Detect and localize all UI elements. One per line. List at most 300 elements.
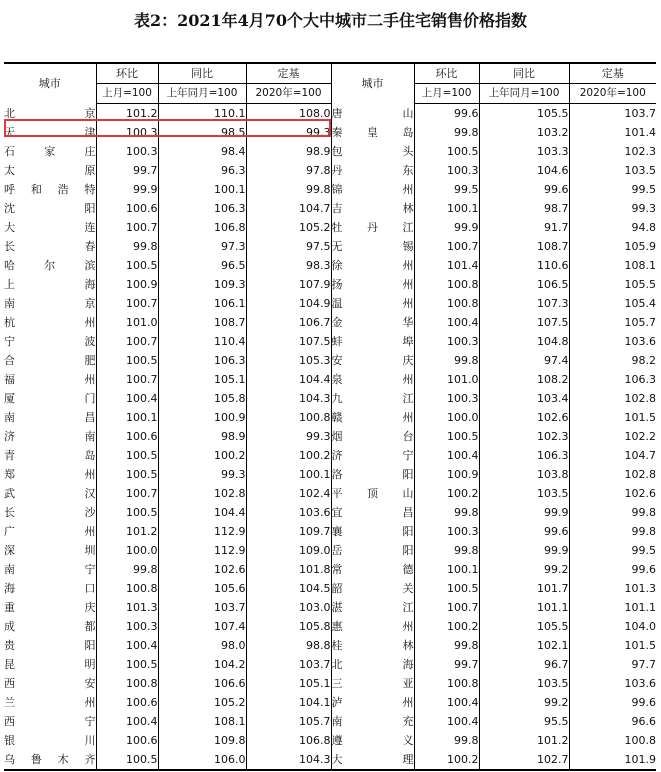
subheader-fixed-right: 2020年=100 xyxy=(569,84,656,104)
fixed-value-left: 109.0 xyxy=(246,541,331,560)
city-name-right: 桂林 xyxy=(331,636,414,655)
city-name-right: 烟台 xyxy=(331,427,414,446)
yoy-value-left: 99.3 xyxy=(158,465,246,484)
fixed-value-right: 101.3 xyxy=(569,579,656,598)
fixed-value-right: 106.3 xyxy=(569,370,656,389)
mom-value-left: 100.6 xyxy=(96,731,158,750)
yoy-value-right: 110.6 xyxy=(479,256,569,275)
fixed-value-left: 106.8 xyxy=(246,731,331,750)
table-row xyxy=(4,313,656,332)
table-row xyxy=(4,104,656,124)
yoy-value-left: 104.4 xyxy=(158,503,246,522)
mom-value-left: 100.4 xyxy=(96,389,158,408)
table-row xyxy=(4,256,656,275)
table-row xyxy=(4,218,656,237)
city-name-right: 丹东 xyxy=(331,161,414,180)
city-name-right: 吉林 xyxy=(331,199,414,218)
mom-value-right: 99.8 xyxy=(414,351,479,370)
header-fixed-right: 定基 xyxy=(569,63,656,84)
mom-value-left: 100.4 xyxy=(96,712,158,731)
fixed-value-right: 105.7 xyxy=(569,313,656,332)
mom-value-left: 100.7 xyxy=(96,484,158,503)
fixed-value-left: 106.7 xyxy=(246,313,331,332)
mom-value-right: 100.5 xyxy=(414,427,479,446)
mom-value-left: 100.7 xyxy=(96,218,158,237)
mom-value-right: 100.3 xyxy=(414,332,479,351)
fixed-value-left: 108.0 xyxy=(246,104,331,124)
city-name-left: 南京 xyxy=(4,297,96,310)
yoy-value-left: 98.0 xyxy=(158,636,246,655)
fixed-value-right: 99.5 xyxy=(569,541,656,560)
fixed-value-right: 101.5 xyxy=(569,408,656,427)
mom-value-right: 100.5 xyxy=(414,142,479,161)
city-name-left: 厦门 xyxy=(4,392,96,405)
fixed-value-left: 104.7 xyxy=(246,199,331,218)
fixed-value-left: 104.3 xyxy=(246,750,331,770)
yoy-value-right: 103.4 xyxy=(479,389,569,408)
yoy-value-left: 108.1 xyxy=(158,712,246,731)
mom-value-right: 99.8 xyxy=(414,731,479,750)
city-name-right: 牡丹江 xyxy=(331,218,414,237)
city-name-left: 银川 xyxy=(4,734,96,747)
yoy-value-left: 105.8 xyxy=(158,389,246,408)
subheader-fixed-left: 2020年=100 xyxy=(246,84,331,104)
subheader-yoy-right: 上年同月=100 xyxy=(479,84,569,104)
yoy-value-left: 102.8 xyxy=(158,484,246,503)
mom-value-right: 100.1 xyxy=(414,560,479,579)
yoy-value-left: 100.1 xyxy=(158,180,246,199)
header-mom-right: 环比 xyxy=(414,63,479,84)
city-name-left: 哈尔滨 xyxy=(4,259,96,272)
table-row xyxy=(4,598,656,617)
city-name-left: 南昌 xyxy=(4,411,96,424)
yoy-value-right: 105.5 xyxy=(479,104,569,124)
table-row xyxy=(4,275,656,294)
mom-value-right: 100.7 xyxy=(414,598,479,617)
mom-value-right: 100.4 xyxy=(414,313,479,332)
yoy-value-left: 98.5 xyxy=(158,123,246,142)
yoy-value-right: 105.5 xyxy=(479,617,569,636)
yoy-value-left: 105.1 xyxy=(158,370,246,389)
yoy-value-left: 106.3 xyxy=(158,351,246,370)
subheader-mom-right: 上月=100 xyxy=(414,84,479,104)
yoy-value-right: 108.7 xyxy=(479,237,569,256)
yoy-value-right: 102.3 xyxy=(479,427,569,446)
mom-value-right: 99.8 xyxy=(414,123,479,142)
city-name-right: 无锡 xyxy=(331,237,414,256)
city-name-left: 昆明 xyxy=(4,658,96,671)
mom-value-right: 100.3 xyxy=(414,522,479,541)
fixed-value-left: 105.8 xyxy=(246,617,331,636)
fixed-value-right: 99.5 xyxy=(569,180,656,199)
city-name-right: 三亚 xyxy=(331,674,414,693)
yoy-value-right: 91.7 xyxy=(479,218,569,237)
header-yoy-right: 同比 xyxy=(479,63,569,84)
mom-value-left: 100.6 xyxy=(96,427,158,446)
city-name-left: 广州 xyxy=(4,525,96,538)
mom-value-right: 100.4 xyxy=(414,693,479,712)
subheader-yoy-left: 上年同月=100 xyxy=(158,84,246,104)
header-yoy-left: 同比 xyxy=(158,63,246,84)
city-name-right: 秦皇岛 xyxy=(331,123,414,142)
yoy-value-right: 106.5 xyxy=(479,275,569,294)
yoy-value-left: 112.9 xyxy=(158,522,246,541)
yoy-value-left: 106.1 xyxy=(158,294,246,313)
city-name-right: 北海 xyxy=(331,655,414,674)
city-name-right: 韶关 xyxy=(331,579,414,598)
yoy-value-left: 96.5 xyxy=(158,256,246,275)
yoy-value-left: 109.3 xyxy=(158,275,246,294)
city-name-right: 遵义 xyxy=(331,731,414,750)
fixed-value-left: 99.8 xyxy=(246,180,331,199)
fixed-value-right: 105.5 xyxy=(569,275,656,294)
fixed-value-right: 102.2 xyxy=(569,427,656,446)
table-row xyxy=(4,579,656,598)
header-city-right: 城市 xyxy=(331,63,414,104)
city-name-left: 呼和浩特 xyxy=(4,183,96,196)
mom-value-left: 99.9 xyxy=(96,180,158,199)
city-name-left: 长春 xyxy=(4,240,96,253)
mom-value-right: 99.8 xyxy=(414,503,479,522)
mom-value-left: 99.8 xyxy=(96,237,158,256)
city-name-left: 贵阳 xyxy=(4,639,96,652)
city-name-left: 重庆 xyxy=(4,601,96,614)
yoy-value-right: 99.6 xyxy=(479,180,569,199)
yoy-value-left: 105.6 xyxy=(158,579,246,598)
fixed-value-right: 101.5 xyxy=(569,636,656,655)
city-name-left: 青岛 xyxy=(4,449,96,462)
city-name-right: 襄阳 xyxy=(331,522,414,541)
table-row xyxy=(4,123,656,142)
table-row xyxy=(4,617,656,636)
fixed-value-left: 105.2 xyxy=(246,218,331,237)
yoy-value-right: 101.1 xyxy=(479,598,569,617)
yoy-value-right: 103.8 xyxy=(479,465,569,484)
fixed-value-right: 104.7 xyxy=(569,446,656,465)
city-name-right: 常德 xyxy=(331,560,414,579)
yoy-value-right: 107.5 xyxy=(479,313,569,332)
yoy-value-right: 99.2 xyxy=(479,560,569,579)
table-row xyxy=(4,294,656,313)
yoy-value-left: 105.2 xyxy=(158,693,246,712)
fixed-value-right: 99.6 xyxy=(569,693,656,712)
mom-value-right: 100.2 xyxy=(414,750,479,770)
yoy-value-left: 110.4 xyxy=(158,332,246,351)
mom-value-right: 100.0 xyxy=(414,408,479,427)
city-name-left: 天津 xyxy=(4,126,96,139)
mom-value-right: 101.0 xyxy=(414,370,479,389)
table-row xyxy=(4,370,656,389)
fixed-value-right: 101.4 xyxy=(569,123,656,142)
yoy-value-right: 96.7 xyxy=(479,655,569,674)
yoy-value-right: 107.3 xyxy=(479,294,569,313)
city-name-left: 成都 xyxy=(4,620,96,633)
mom-value-right: 99.7 xyxy=(414,655,479,674)
yoy-value-left: 112.9 xyxy=(158,541,246,560)
fixed-value-right: 99.6 xyxy=(569,560,656,579)
mom-value-left: 100.5 xyxy=(96,351,158,370)
table-row xyxy=(4,731,656,750)
mom-value-left: 101.2 xyxy=(96,104,158,124)
mom-value-right: 100.2 xyxy=(414,617,479,636)
mom-value-left: 101.3 xyxy=(96,598,158,617)
city-name-right: 温州 xyxy=(331,294,414,313)
fixed-value-right: 101.9 xyxy=(569,750,656,770)
yoy-value-right: 104.6 xyxy=(479,161,569,180)
yoy-value-right: 99.9 xyxy=(479,541,569,560)
fixed-value-right: 103.5 xyxy=(569,161,656,180)
yoy-value-left: 104.2 xyxy=(158,655,246,674)
city-name-right: 洛阳 xyxy=(331,465,414,484)
city-name-left: 南宁 xyxy=(4,563,96,576)
yoy-value-right: 95.5 xyxy=(479,712,569,731)
fixed-value-right: 103.6 xyxy=(569,674,656,693)
yoy-value-right: 97.4 xyxy=(479,351,569,370)
yoy-value-left: 98.9 xyxy=(158,427,246,446)
table-row xyxy=(4,693,656,712)
fixed-value-left: 104.3 xyxy=(246,389,331,408)
yoy-value-left: 109.8 xyxy=(158,731,246,750)
table-row xyxy=(4,427,656,446)
fixed-value-left: 105.3 xyxy=(246,351,331,370)
city-name-left: 大连 xyxy=(4,221,96,234)
city-name-left: 上海 xyxy=(4,278,96,291)
fixed-value-right: 105.4 xyxy=(569,294,656,313)
fixed-value-right: 100.8 xyxy=(569,731,656,750)
city-name-left: 杭州 xyxy=(4,316,96,329)
city-name-left: 济南 xyxy=(4,430,96,443)
table-row xyxy=(4,522,656,541)
city-name-left: 长沙 xyxy=(4,506,96,519)
fixed-value-left: 105.1 xyxy=(246,674,331,693)
city-name-right: 岳阳 xyxy=(331,541,414,560)
fixed-value-right: 97.7 xyxy=(569,655,656,674)
yoy-value-right: 99.6 xyxy=(479,522,569,541)
mom-value-right: 99.8 xyxy=(414,636,479,655)
city-name-right: 湛江 xyxy=(331,598,414,617)
city-name-right: 扬州 xyxy=(331,275,414,294)
fixed-value-right: 98.2 xyxy=(569,351,656,370)
city-name-right: 蚌埠 xyxy=(331,332,414,351)
city-name-left: 深圳 xyxy=(4,544,96,557)
yoy-value-right: 102.7 xyxy=(479,750,569,770)
fixed-value-right: 105.9 xyxy=(569,237,656,256)
mom-value-right: 100.4 xyxy=(414,446,479,465)
mom-value-left: 100.5 xyxy=(96,750,158,770)
mom-value-left: 100.1 xyxy=(96,408,158,427)
mom-value-left: 101.0 xyxy=(96,313,158,332)
fixed-value-left: 100.2 xyxy=(246,446,331,465)
city-name-left: 兰州 xyxy=(4,696,96,709)
table-row xyxy=(4,332,656,351)
table-row xyxy=(4,636,656,655)
yoy-value-left: 100.2 xyxy=(158,446,246,465)
city-name-right: 泸州 xyxy=(331,693,414,712)
table-row xyxy=(4,484,656,503)
mom-value-left: 100.5 xyxy=(96,465,158,484)
yoy-value-left: 108.7 xyxy=(158,313,246,332)
city-name-left: 北京 xyxy=(4,106,96,120)
mom-value-right: 101.4 xyxy=(414,256,479,275)
yoy-value-right: 103.5 xyxy=(479,674,569,693)
fixed-value-right: 108.1 xyxy=(569,256,656,275)
mom-value-right: 99.9 xyxy=(414,218,479,237)
mom-value-right: 99.5 xyxy=(414,180,479,199)
city-name-right: 安庆 xyxy=(331,351,414,370)
mom-value-left: 100.6 xyxy=(96,199,158,218)
fixed-value-left: 98.3 xyxy=(246,256,331,275)
mom-value-right: 100.3 xyxy=(414,389,479,408)
mom-value-right: 99.8 xyxy=(414,541,479,560)
city-name-left: 郑州 xyxy=(4,468,96,481)
yoy-value-left: 106.6 xyxy=(158,674,246,693)
yoy-value-left: 100.9 xyxy=(158,408,246,427)
city-name-right: 徐州 xyxy=(331,256,414,275)
mom-value-left: 100.5 xyxy=(96,256,158,275)
fixed-value-left: 103.6 xyxy=(246,503,331,522)
city-name-right: 南充 xyxy=(331,712,414,731)
city-name-left: 西宁 xyxy=(4,715,96,728)
table-row xyxy=(4,199,656,218)
yoy-value-left: 106.8 xyxy=(158,218,246,237)
header-city-left: 城市 xyxy=(4,63,96,104)
city-name-right: 唐山 xyxy=(331,104,414,124)
table-row xyxy=(4,655,656,674)
fixed-value-right: 101.1 xyxy=(569,598,656,617)
yoy-value-right: 102.1 xyxy=(479,636,569,655)
city-name-right: 锦州 xyxy=(331,180,414,199)
mom-value-right: 100.8 xyxy=(414,294,479,313)
city-name-right: 济宁 xyxy=(331,446,414,465)
mom-value-right: 100.8 xyxy=(414,275,479,294)
mom-value-right: 100.1 xyxy=(414,199,479,218)
yoy-value-right: 98.7 xyxy=(479,199,569,218)
fixed-value-left: 104.5 xyxy=(246,579,331,598)
table-title: 表2：2021年4月70个大中城市二手住宅销售价格指数 xyxy=(133,11,528,30)
table-row xyxy=(4,389,656,408)
price-index-table xyxy=(4,62,656,771)
fixed-value-right: 96.6 xyxy=(569,712,656,731)
fixed-value-right: 99.3 xyxy=(569,199,656,218)
fixed-value-left: 98.9 xyxy=(246,142,331,161)
fixed-value-left: 99.3 xyxy=(246,123,331,142)
city-name-left: 海口 xyxy=(4,582,96,595)
mom-value-left: 100.4 xyxy=(96,636,158,655)
fixed-value-left: 109.7 xyxy=(246,522,331,541)
fixed-value-left: 104.1 xyxy=(246,693,331,712)
city-name-left: 石家庄 xyxy=(4,145,96,158)
table-row xyxy=(4,237,656,256)
city-name-left: 福州 xyxy=(4,373,96,386)
city-name-left: 西安 xyxy=(4,677,96,690)
mom-value-right: 100.2 xyxy=(414,484,479,503)
mom-value-left: 100.7 xyxy=(96,370,158,389)
mom-value-right: 100.3 xyxy=(414,161,479,180)
mom-value-right: 100.4 xyxy=(414,712,479,731)
table-row xyxy=(4,142,656,161)
yoy-value-left: 106.3 xyxy=(158,199,246,218)
yoy-value-left: 106.0 xyxy=(158,750,246,770)
fixed-value-left: 100.8 xyxy=(246,408,331,427)
table-row xyxy=(4,408,656,427)
fixed-value-left: 97.8 xyxy=(246,161,331,180)
fixed-value-right: 102.8 xyxy=(569,465,656,484)
city-name-left: 沈阳 xyxy=(4,202,96,215)
yoy-value-right: 103.5 xyxy=(479,484,569,503)
mom-value-left: 100.7 xyxy=(96,294,158,313)
fixed-value-right: 102.3 xyxy=(569,142,656,161)
fixed-value-left: 104.9 xyxy=(246,294,331,313)
table-row xyxy=(4,446,656,465)
fixed-value-left: 98.8 xyxy=(246,636,331,655)
yoy-value-right: 99.9 xyxy=(479,503,569,522)
header-fixed-left: 定基 xyxy=(246,63,331,84)
table-row xyxy=(4,351,656,370)
yoy-value-left: 98.4 xyxy=(158,142,246,161)
mom-value-left: 100.5 xyxy=(96,446,158,465)
mom-value-left: 101.2 xyxy=(96,522,158,541)
yoy-value-right: 101.7 xyxy=(479,579,569,598)
fixed-value-left: 104.4 xyxy=(246,370,331,389)
yoy-value-left: 103.7 xyxy=(158,598,246,617)
table-row xyxy=(4,674,656,693)
fixed-value-left: 107.9 xyxy=(246,275,331,294)
mom-value-left: 100.0 xyxy=(96,541,158,560)
table-row xyxy=(4,503,656,522)
yoy-value-right: 106.3 xyxy=(479,446,569,465)
mom-value-left: 100.3 xyxy=(96,617,158,636)
fixed-value-right: 94.8 xyxy=(569,218,656,237)
yoy-value-right: 103.2 xyxy=(479,123,569,142)
mom-value-left: 99.7 xyxy=(96,161,158,180)
mom-value-left: 100.6 xyxy=(96,693,158,712)
fixed-value-left: 105.7 xyxy=(246,712,331,731)
city-name-right: 宜昌 xyxy=(331,503,414,522)
mom-value-left: 100.7 xyxy=(96,332,158,351)
yoy-value-right: 102.6 xyxy=(479,408,569,427)
city-name-right: 大理 xyxy=(331,750,414,770)
mom-value-left: 100.8 xyxy=(96,579,158,598)
mom-value-left: 100.9 xyxy=(96,275,158,294)
table-row xyxy=(4,712,656,731)
table-row xyxy=(4,750,656,770)
table-row xyxy=(4,465,656,484)
fixed-value-right: 99.8 xyxy=(569,522,656,541)
city-name-right: 金华 xyxy=(331,313,414,332)
table-row xyxy=(4,161,656,180)
city-name-left: 宁波 xyxy=(4,335,96,348)
yoy-value-left: 107.4 xyxy=(158,617,246,636)
fixed-value-left: 99.3 xyxy=(246,427,331,446)
city-name-right: 惠州 xyxy=(331,617,414,636)
fixed-value-right: 102.8 xyxy=(569,389,656,408)
fixed-value-left: 97.5 xyxy=(246,237,331,256)
mom-value-right: 100.5 xyxy=(414,579,479,598)
city-name-right: 九江 xyxy=(331,389,414,408)
fixed-value-right: 99.8 xyxy=(569,503,656,522)
city-name-left: 合肥 xyxy=(4,354,96,367)
fixed-value-left: 100.1 xyxy=(246,465,331,484)
mom-value-right: 99.6 xyxy=(414,104,479,124)
city-name-left: 乌鲁木齐 xyxy=(4,750,96,770)
table-row xyxy=(4,180,656,199)
city-name-left: 太原 xyxy=(4,164,96,177)
fixed-value-right: 102.6 xyxy=(569,484,656,503)
fixed-value-left: 102.4 xyxy=(246,484,331,503)
yoy-value-left: 96.3 xyxy=(158,161,246,180)
mom-value-right: 100.8 xyxy=(414,674,479,693)
city-name-left: 武汉 xyxy=(4,487,96,500)
